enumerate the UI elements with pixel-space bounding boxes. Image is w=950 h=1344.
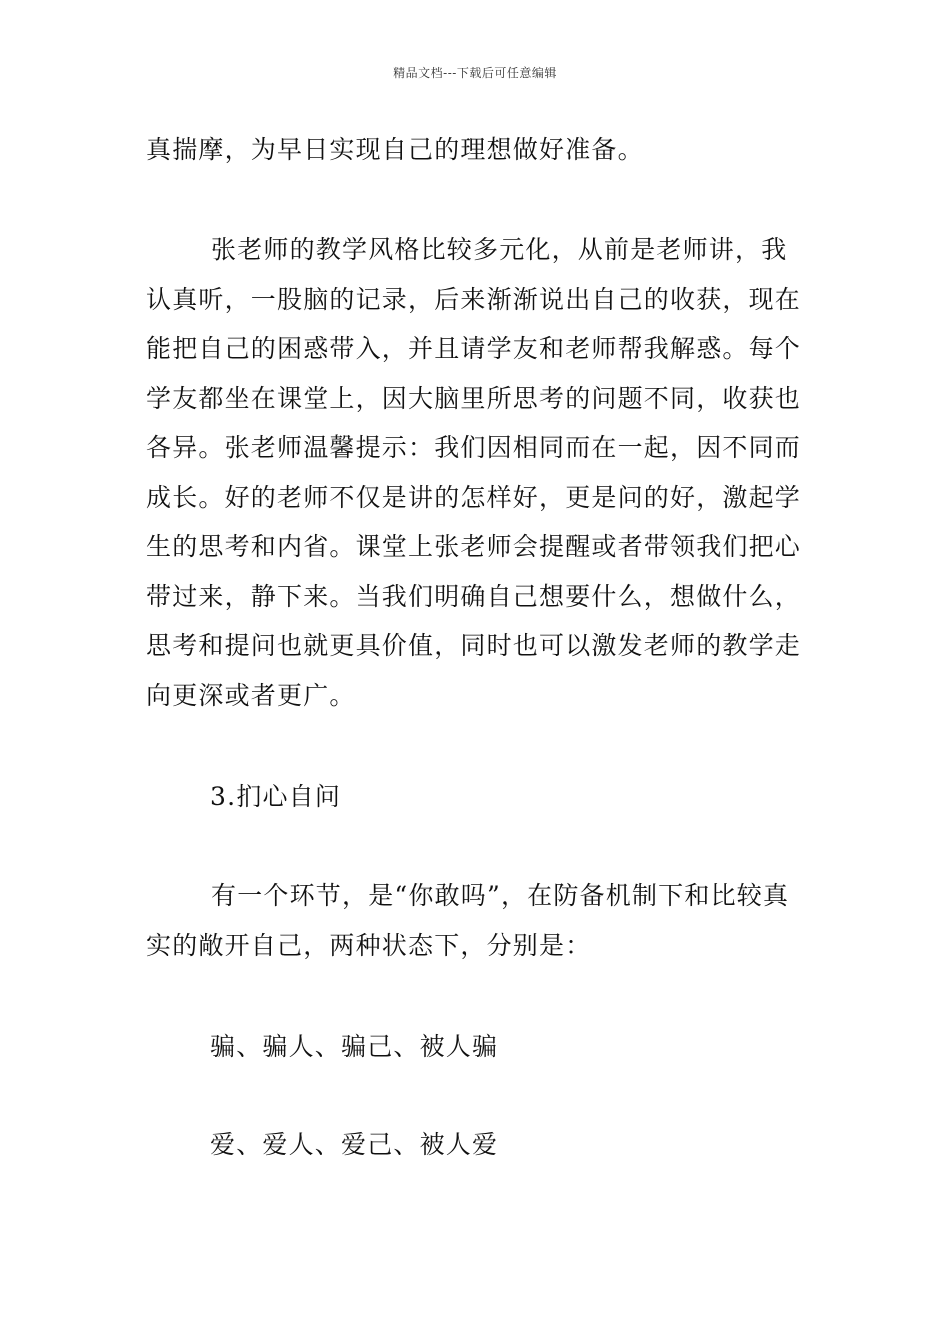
section-heading: 3.扪心自问 <box>210 782 342 811</box>
paragraph-teaching-style: 张老师的教学风格比较多元化，从前是老师讲，我认真听，一股脑的记录，后来渐渐说出自己的收获，现在能把自己的困惑带入，并且请学友和老师帮我解惑。每个学友都坐在课堂上，因大脑里所思考的问题不同，收获也各异。张老师温馨提示：我们因相同而在一起，因不同而成长。好的老师不仅是讲的怎样好，更是问的好，激起学生的思考和内省。课堂上张老师会提醒或者带领我们把心带过来，静下来。当我们明确自己想要什么，想做什么，思考和提问也就更具价值，同时也可以激发老师的教学走向更深或者更广。 <box>146 235 802 710</box>
list-line-deceive: 骗、骗人、骗己、被人骗 <box>210 1032 499 1061</box>
list-line-love: 爱、爱人、爱己、被人爱 <box>210 1130 499 1159</box>
page-header: 精品文档---下载后可任意编辑 <box>393 66 557 80</box>
paragraph-continuation: 真揣摩，为早日实现自己的理想做好准备。 <box>146 135 644 164</box>
paragraph-activity: 有一个环节，是“你敢吗”，在防备机制下和比较真实的敞开自己，两种状态下，分别是： <box>146 881 790 960</box>
